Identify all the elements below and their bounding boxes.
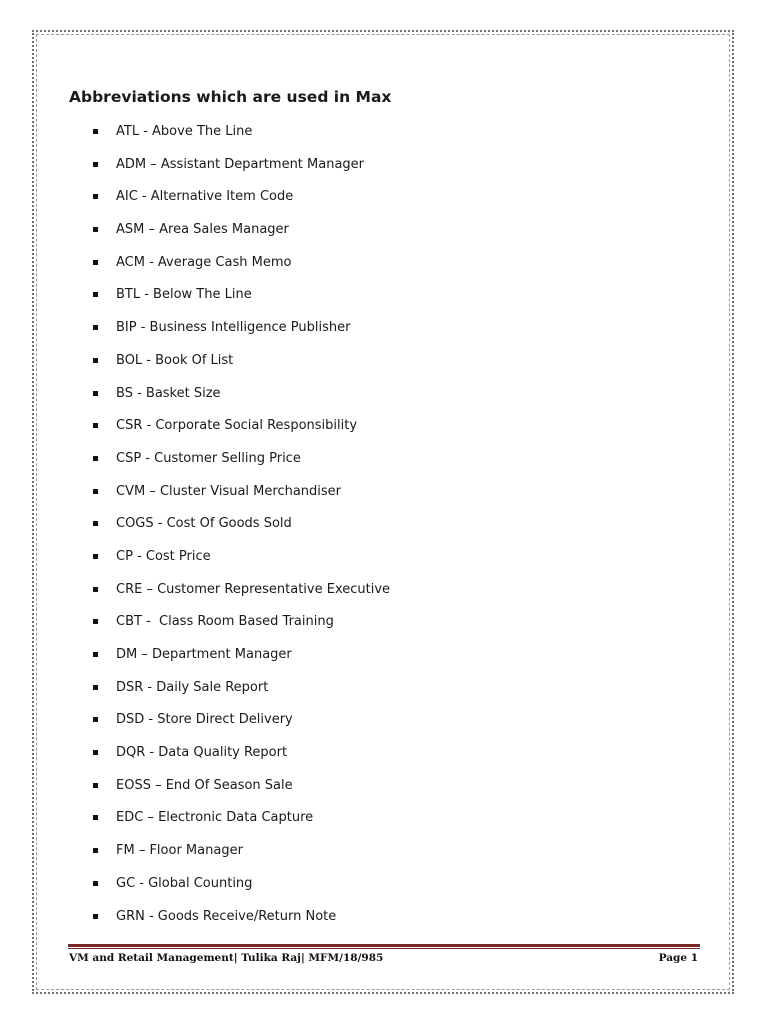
abbreviation-text: BOL - Book Of List [116,352,234,368]
abbreviation-text: CRE – Customer Representative Executive [116,581,391,597]
bullet-icon [93,358,98,363]
abbreviation-text: BIP - Business Intelligence Publisher [116,320,351,336]
abbreviation-text: DM – Department Manager [116,647,292,662]
bullet-icon [93,162,98,167]
bullet-icon [93,815,98,820]
bullet-icon [93,391,98,396]
abbreviation-text: CP - Cost Price [116,548,211,564]
abbreviation-text: GC - Global Counting [116,875,253,891]
abbreviation-text: GRN - Goods Receive/Return Note [116,908,337,924]
abbreviation-text: CVM – Cluster Visual Merchandiser [116,483,342,499]
bullet-icon [93,554,98,559]
abbreviation-text: FM – Floor Manager [116,843,243,859]
abbreviation-text: DSD - Store Direct Delivery [116,712,293,728]
page-number: Page 1 [658,952,698,964]
bullet-icon [93,685,98,690]
bullet-icon [93,456,98,461]
bullet-icon [93,423,98,428]
abbreviation-text: EOSS – End Of Season Sale [116,777,293,793]
bullet-icon [93,489,98,494]
bullet-icon [93,325,98,330]
abbreviation-text: COGS - Cost Of Goods Sold [116,516,292,532]
bullet-icon [93,227,98,232]
abbreviation-text: BTL - Below The Line [116,287,252,303]
bullet-icon [93,652,98,657]
bullet-icon [93,521,98,526]
bullet-icon [93,260,98,265]
abbreviation-text: CSP - Customer Selling Price [116,450,301,466]
abbreviation-text: ADM – Assistant Department Manager [116,156,365,172]
bullet-icon [93,783,98,788]
bullet-icon [93,619,98,624]
bullet-icon [93,750,98,755]
bullet-icon [93,717,98,722]
abbreviation-text: CSR - Corporate Social Responsibility [116,418,358,434]
bullet-icon [93,848,98,853]
abbreviation-text: EDC – Electronic Data Capture [116,810,314,826]
abbreviation-text: DQR - Data Quality Report [116,745,288,761]
footer-rule [68,944,700,949]
abbreviation-text: ATL - Above The Line [116,124,253,139]
abbreviation-text: BS - Basket Size [116,385,221,401]
page-heading: Abbreviations which are used in Max [69,88,392,106]
bullet-icon [93,914,98,919]
abbreviation-text: DSR - Daily Sale Report [116,679,269,695]
abbreviation-text: ASM – Area Sales Manager [116,222,289,238]
abbreviation-text: ACM - Average Cash Memo [116,254,292,270]
bullet-icon [93,881,98,886]
abbreviation-text: AIC - Alternative Item Code [116,189,294,205]
bullet-icon [93,194,98,199]
bullet-icon [93,292,98,297]
bullet-icon [93,587,98,592]
abbreviation-text: CBT - Class Room Based Training [116,614,334,630]
bullet-icon [93,129,98,134]
footer-text: VM and Retail Management| Tulika Raj| MFM/18/985 [69,952,384,964]
